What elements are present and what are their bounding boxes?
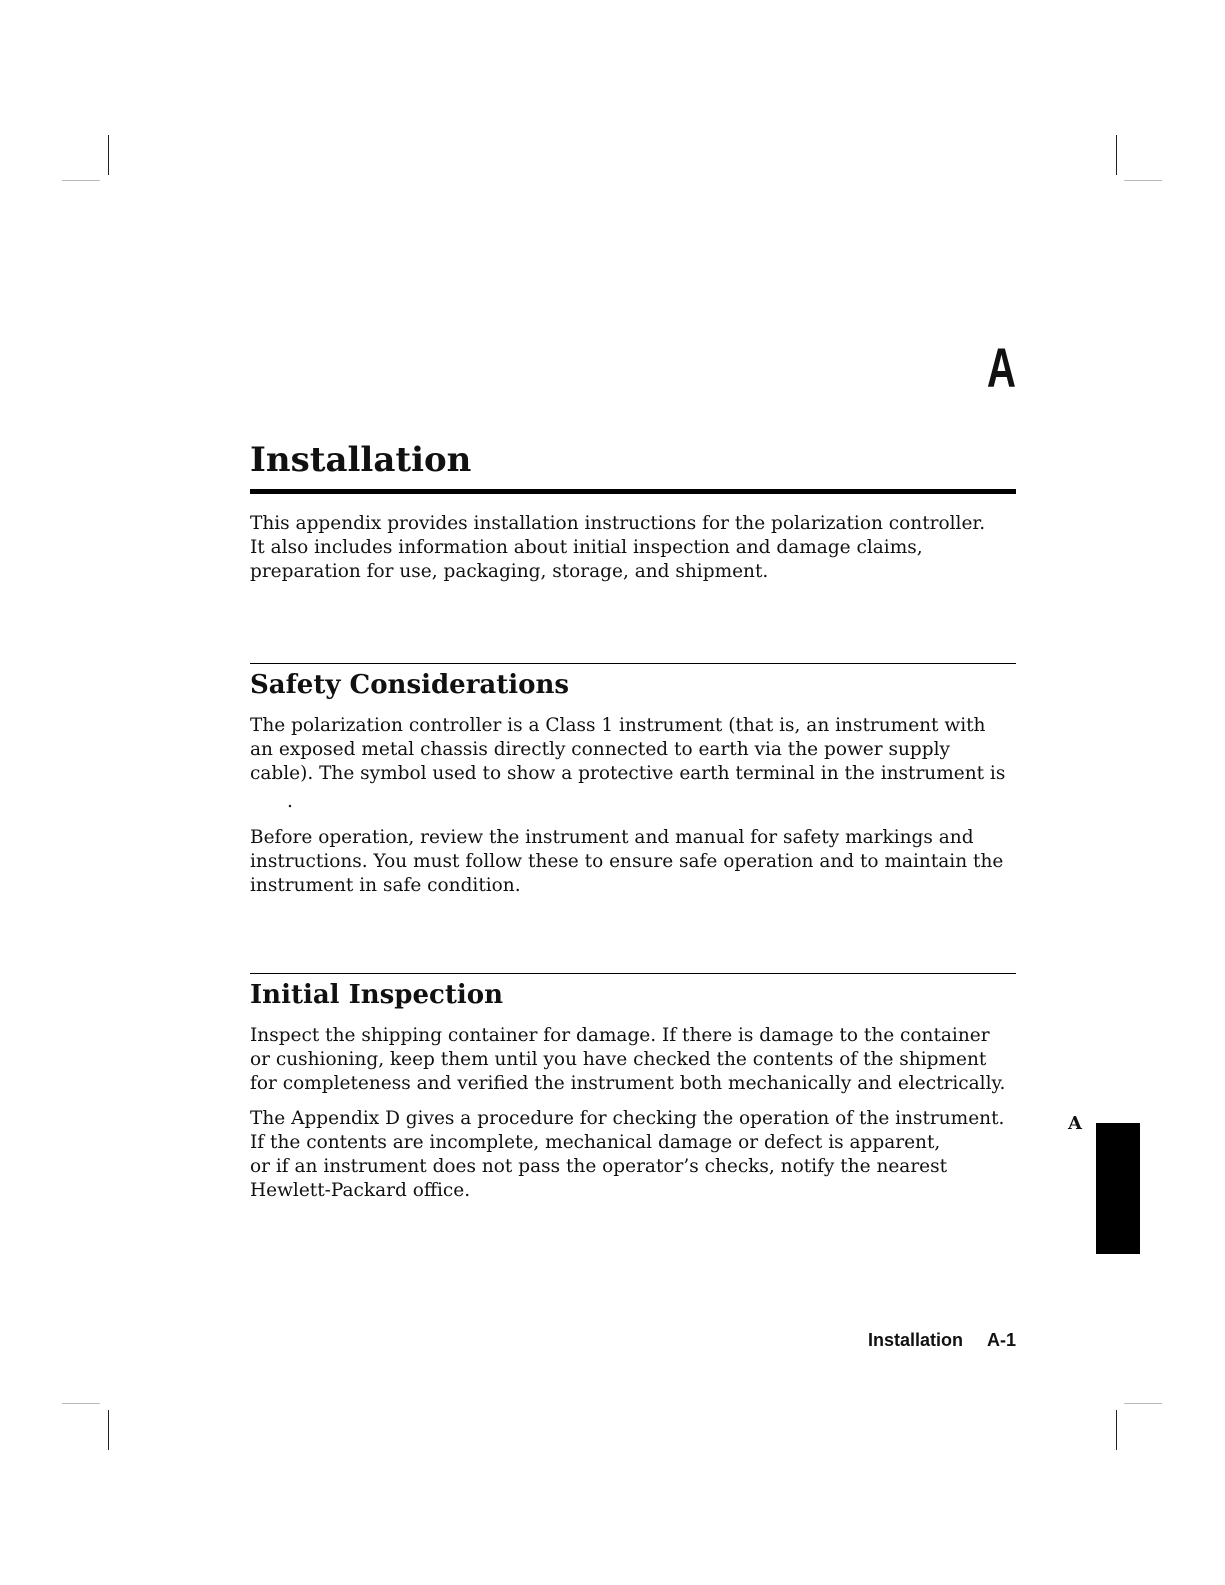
inspection-line: The Appendix D gives a procedure for checking the operation of the instrument.: [250, 1108, 1005, 1129]
safety-line: instrument in safe condition.: [250, 875, 521, 896]
page-footer: [868, 1328, 1016, 1352]
side-tab-letter: A: [1068, 1113, 1082, 1134]
safety-line: cable). The symbol used to show a protective earth terminal in the instrument is: [250, 763, 1006, 784]
earth-symbol-placeholder: [250, 790, 310, 814]
inspection-line: Hewlett-Packard office.: [250, 1180, 471, 1201]
section-rule: [250, 973, 1016, 974]
inspection-line: If the contents are incomplete, mechanical damage or defect is apparent,: [250, 1132, 941, 1153]
inspection-title: Initial Inspection: [250, 980, 503, 1010]
symbol-period: .: [287, 791, 293, 812]
crop-mark: [108, 1410, 109, 1450]
intro-line: preparation for use, packaging, storage, and shipment.: [250, 561, 769, 582]
crop-mark: [1124, 180, 1162, 181]
inspection-line: for completeness and verified the instrument both mechanically and electrically.: [250, 1073, 1006, 1094]
crop-mark: [62, 1403, 100, 1404]
footer-section: Installation: [867, 1330, 963, 1350]
safety-line: instructions. You must follow these to ensure safe operation and to maintain the: [250, 851, 1004, 872]
crop-mark: [1116, 1410, 1117, 1450]
safety-line: The polarization controller is a Class 1 instrument (that is, an instrument with: [250, 715, 986, 736]
side-tab-block: [1096, 1123, 1140, 1254]
crop-mark: [1116, 135, 1117, 175]
safety-paragraph: [250, 714, 1020, 786]
inspection-line: Inspect the shipping container for damage. If there is damage to the container: [250, 1025, 990, 1046]
title-rule: [250, 489, 1016, 494]
page-number: A-1: [986, 1330, 1016, 1350]
safety-line: Before operation, review the instrument and manual for safety markings and: [250, 827, 974, 848]
safety-paragraph-2: [250, 826, 1020, 898]
safety-title: Safety Considerations: [250, 670, 570, 700]
intro-line: It also includes information about initial inspection and damage claims,: [250, 537, 923, 558]
crop-mark: [108, 135, 109, 175]
inspection-paragraph-2: [250, 1107, 1020, 1203]
inspection-line: or if an instrument does not pass the operator’s checks, notify the nearest: [250, 1156, 948, 1177]
intro-paragraph: [250, 512, 1020, 584]
chapter-letter: A: [986, 336, 1016, 399]
crop-mark: [1124, 1403, 1162, 1404]
inspection-line: or cushioning, keep them until you have checked the contents of the shipment: [250, 1049, 987, 1070]
intro-line: This appendix provides installation instructions for the polarization controller.: [250, 513, 986, 534]
safety-line: an exposed metal chassis directly connected to earth via the power supply: [250, 739, 950, 760]
crop-mark: [62, 180, 100, 181]
chapter-title: Installation: [250, 440, 472, 480]
section-rule: [250, 663, 1016, 664]
inspection-paragraph: [250, 1024, 1020, 1096]
